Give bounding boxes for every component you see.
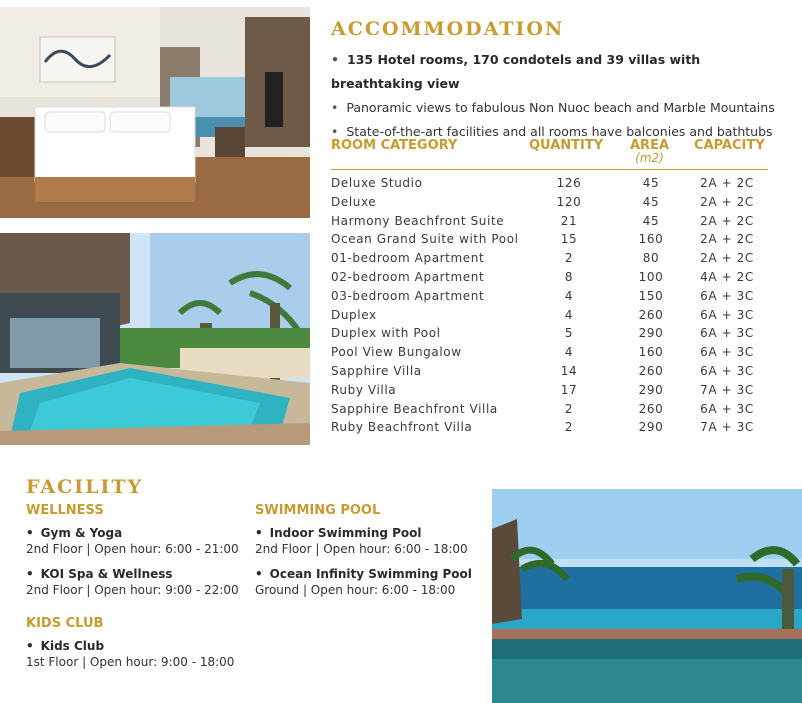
highlight-item: • Panoramic views to fabulous Non Nuoc beach and Marble Mountains: [331, 100, 775, 115]
quantity-cell: 17: [560, 382, 578, 397]
area-cell: 150: [638, 288, 664, 303]
quantity-cell: 2: [564, 251, 574, 266]
area-cell: 45: [642, 213, 660, 228]
indoor-pool-title: • Indoor Swimming Pool: [255, 526, 422, 540]
table-row: [331, 288, 771, 307]
area-cell: 290: [638, 382, 664, 397]
quantity-cell: 4: [564, 288, 574, 303]
area-cell: 290: [638, 420, 664, 435]
table-row: [331, 344, 771, 363]
table-header-divider: [331, 169, 768, 170]
quantity-cell: 2: [564, 420, 574, 435]
indoor-pool-hours: 2nd Floor | Open hour: 6:00 - 18:00: [255, 542, 468, 556]
table-row: [331, 382, 771, 401]
room-category-cell: 02-bedroom Apartment: [331, 269, 485, 284]
room-category-cell: Duplex with Pool: [331, 326, 441, 341]
infinity-pool-hours: Ground | Open hour: 6:00 - 18:00: [255, 583, 456, 597]
table-row: [331, 363, 771, 382]
area-cell: 260: [638, 363, 664, 378]
highlight-item: • State-of-the-art facilities and all rooms have balconies and bathtubs: [331, 124, 773, 139]
table-row: [331, 419, 771, 438]
gym-yoga-title: • Gym & Yoga: [26, 526, 123, 540]
area-cell: 260: [638, 307, 664, 322]
room-category-cell: Harmony Beachfront Suite: [331, 213, 505, 228]
accommodation-highlights: [331, 48, 791, 144]
quantity-cell: 5: [564, 326, 574, 341]
quantity-cell: 4: [564, 307, 574, 322]
infinity-pool-title: • Ocean Infinity Swimming Pool: [255, 567, 472, 581]
quantity-cell: 120: [556, 194, 582, 209]
capacity-cell: 7A + 3C: [700, 420, 754, 435]
area-cell: 100: [638, 269, 664, 284]
capacity-cell: 6A + 3C: [700, 401, 754, 416]
table-row: [331, 213, 771, 232]
area-cell: 160: [638, 232, 664, 247]
quantity-cell: 2: [564, 401, 574, 416]
capacity-cell: 2A + 2C: [700, 232, 754, 247]
quantity-cell: 21: [560, 213, 578, 228]
capacity-cell: 7A + 3C: [700, 382, 754, 397]
koi-spa-hours: 2nd Floor | Open hour: 9:00 - 22:00: [26, 583, 239, 597]
header-capacity: CAPACITY: [694, 138, 765, 153]
room-category-cell: Duplex: [331, 307, 377, 322]
kids-club-title: • Kids Club: [26, 639, 105, 653]
room-category-cell: Deluxe Studio: [331, 176, 423, 190]
area-cell: 290: [638, 326, 664, 341]
header-room-category: ROOM CATEGORY: [331, 138, 458, 153]
highlight-item: • 135 Hotel rooms, 170 condotels and 39 villas with breathtaking view: [331, 52, 701, 91]
infinity-pool-photo: [492, 489, 802, 703]
header-quantity: QUANTITY: [529, 138, 604, 153]
bedroom-photo: [0, 7, 310, 218]
table-row: [331, 194, 771, 213]
wellness-heading: WELLNESS: [26, 503, 104, 518]
facility-title: FACILITY: [26, 476, 144, 498]
room-category-cell: Sapphire Villa: [331, 363, 422, 378]
room-category-cell: Ruby Beachfront Villa: [331, 420, 473, 435]
quantity-cell: 14: [560, 363, 578, 378]
capacity-cell: 2A + 2C: [700, 176, 754, 190]
capacity-cell: 6A + 3C: [700, 326, 754, 341]
table-row: [331, 325, 771, 344]
accommodation-title: ACCOMMODATION: [331, 18, 565, 40]
capacity-cell: 6A + 3C: [700, 288, 754, 303]
capacity-cell: 4A + 2C: [700, 269, 754, 284]
villa-pool-photo: [0, 233, 310, 445]
quantity-cell: 126: [556, 176, 582, 190]
capacity-cell: 2A + 2C: [700, 251, 754, 266]
kids-club-heading: KIDS CLUB: [26, 616, 104, 631]
table-row: [331, 175, 771, 194]
header-area: [630, 138, 669, 165]
room-category-cell: Pool View Bungalow: [331, 345, 462, 360]
header-area-unit: (m2): [635, 151, 664, 165]
table-row: [331, 231, 771, 250]
gym-yoga-hours: 2nd Floor | Open hour: 6:00 - 21:00: [26, 542, 239, 556]
koi-spa-title: • KOI Spa & Wellness: [26, 567, 173, 581]
capacity-cell: 2A + 2C: [700, 194, 754, 209]
header-area-label: AREA: [630, 138, 670, 153]
area-cell: 80: [642, 251, 660, 266]
room-category-cell: Ocean Grand Suite with Pool: [331, 232, 519, 247]
area-cell: 160: [638, 345, 664, 360]
area-cell: 45: [642, 194, 660, 209]
capacity-cell: 6A + 3C: [700, 363, 754, 378]
room-category-cell: 01-bedroom Apartment: [331, 251, 485, 266]
quantity-cell: 4: [564, 345, 574, 360]
room-category-cell: Deluxe: [331, 194, 377, 209]
room-category-cell: Ruby Villa: [331, 382, 397, 397]
swimming-pool-heading: SWIMMING POOL: [255, 503, 381, 518]
kids-club-hours: 1st Floor | Open hour: 9:00 - 18:00: [26, 655, 235, 669]
quantity-cell: 8: [564, 269, 574, 284]
table-row: [331, 401, 771, 420]
table-row: [331, 250, 771, 269]
quantity-cell: 15: [560, 232, 578, 247]
area-cell: 45: [642, 176, 660, 190]
room-category-cell: 03-bedroom Apartment: [331, 288, 485, 303]
table-row: [331, 307, 771, 326]
capacity-cell: 6A + 3C: [700, 307, 754, 322]
capacity-cell: 6A + 3C: [700, 345, 754, 360]
table-row: [331, 269, 771, 288]
room-category-cell: Sapphire Beachfront Villa: [331, 401, 498, 416]
room-table: [331, 175, 771, 438]
capacity-cell: 2A + 2C: [700, 213, 754, 228]
area-cell: 260: [638, 401, 664, 416]
